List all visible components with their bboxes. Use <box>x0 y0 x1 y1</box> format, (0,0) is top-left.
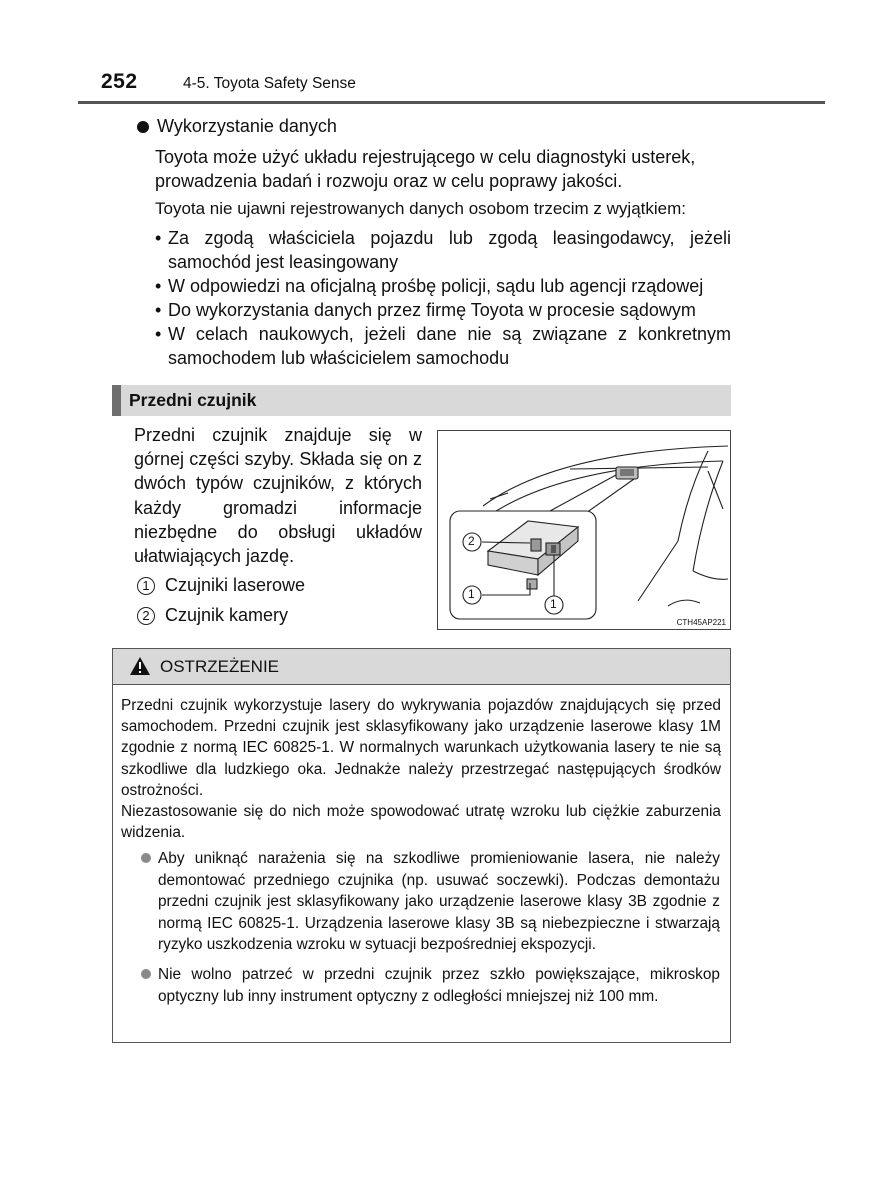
front-sensor-heading-bar <box>112 385 731 416</box>
callout-layer <box>438 431 730 629</box>
front-sensor-heading: Przedni czujnik <box>129 390 257 410</box>
warning-paragraph-1: Przedni czujnik wykorzystuje lasery do wykrywania pojazdów znajdujących się przed samochodem. Przedni czujnik jest sklasyfikowany jako urządzenie laserowe klasy 1M zgodnie z normą IEC 60825-1. W normalnych warunkach użytkowania lasery te nie są szkodliwe dla ludzkiego oka. Jednakże należy przestrzegać następujących środków ostrożności. <box>121 697 721 799</box>
front-sensor-description: Przedni czujnik znajduje się w górnej części szyby. Składa się on z dwóch typów czujników, z których każdy gromadzi informacje niezbędne do obsługi układów ułatwiających jazdę. <box>134 425 422 567</box>
warning-text <box>121 695 721 843</box>
legend-label: Czujnik kamery <box>165 605 289 625</box>
list-item: Aby uniknąć narażenia się na szkodliwe promieniowanie lasera, nie należy demontować przedniego czujnika (np. usuwać soczewki). Podczas demontażu przedni czujnik jest sklasyfikowany jako urządzenie laserowe klasy 3B zgodnie z normą IEC 60825-1. Urządzenia laserowe klasy 3B są niebezpieczne i stwarzają ryzyko uszkodzenia wzroku w sytuacji bezpośredniej ekspozycji. <box>140 848 720 956</box>
running-header: 4-5. Toyota Safety Sense <box>183 75 356 92</box>
page-number: 252 <box>101 70 138 93</box>
warning-bullets <box>140 848 720 1015</box>
legend-number: 2 <box>137 607 155 625</box>
data-usage-heading-text: Wykorzystanie danych <box>157 116 337 136</box>
data-usage-bullets <box>155 226 731 370</box>
legend-item-camera <box>137 605 288 626</box>
list-item: • Do wykorzystania danych przez firmę Toyota w procesie sądowym <box>155 298 731 322</box>
callout-1-bottom: 1 <box>550 597 557 611</box>
list-item: • W celach naukowych, jeżeli dane nie są związane z konkretnym samochodem lub właścicielem samochodu <box>155 322 731 370</box>
data-usage-heading <box>137 116 337 137</box>
callout-1-left: 1 <box>468 587 475 601</box>
warning-title: OSTRZEŻENIE <box>160 657 280 676</box>
list-item: Nie wolno patrzeć w przedni czujnik przez szkło powiększające, mikroskop optyczny lub inny instrument optyczny z odległości mniejszej niż 100 mm. <box>140 964 720 1007</box>
legend-label: Czujniki laserowe <box>165 575 306 595</box>
warning-box <box>112 648 731 1043</box>
front-sensor-figure <box>437 430 731 630</box>
warning-triangle-icon <box>129 656 151 676</box>
bullet-dot-icon <box>137 121 149 133</box>
data-usage-paragraph-2: Toyota nie ujawni rejestrowanych danych osobom trzecim z wyjątkiem: <box>155 199 687 218</box>
legend-item-laser <box>137 575 305 596</box>
warning-header <box>113 649 730 685</box>
legend-number: 1 <box>137 577 155 595</box>
header-rule <box>78 101 825 104</box>
list-item: • Za zgodą właściciela pojazdu lub zgodą leasingodawcy, jeżeli samochód jest leasingowany <box>155 226 731 274</box>
data-usage-paragraph-1: Toyota może użyć układu rejestrującego w celu diagnostyki usterek, prowadzenia badań i rozwoju oraz w celu poprawy jakości. <box>155 147 696 191</box>
callout-2: 2 <box>468 534 475 548</box>
figure-code: CTH45AP221 <box>676 618 726 627</box>
list-item: • W odpowiedzi na oficjalną prośbę policji, sądu lub agencji rządowej <box>155 274 731 298</box>
warning-paragraph-2: Niezastosowanie się do nich może spowodować utratę wzroku lub ciężkie zaburzenia widzenia. <box>121 803 721 842</box>
